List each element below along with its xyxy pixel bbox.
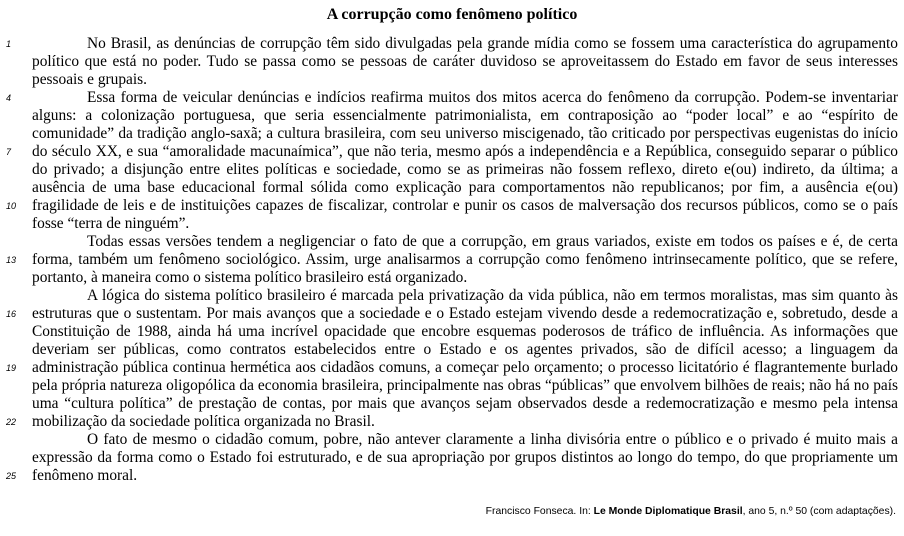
paragraph-2: Essa forma de veicular denúncias e indícios reafirma muitos dos mitos acerca do fenômeno da corrupção. Podem-se inventariar alguns: a colonização portuguesa, que seria essencialmente patrimonialista, em contraposição ao “poder local” e ao “espírito de comunidade” da tradição anglo-saxã; a cultura brasileira, com seu universo miscigenado, tão criticado por perspectivas eugenistas do início do século XX, e sua “amoralidade macunaímica”, que não teria, mesmo após a independência e a República, conseguido separar o público do privado; a disjunção entre elites políticas e sociedade, como se as primeiras não fossem reflexo, direto e(ou) indireto, da última; a ausência de uma base educacional formal sólida como explicação para comportamentos não republicanos; por fim, a ausência e(ou) fragilidade de leis e de instituições capazes de fiscalizar, controlar e punir os casos de malversação dos recursos públicos, como se o país fosse “terra de ninguém”. — [32, 89, 898, 232]
line-number: 19 — [6, 363, 17, 373]
paragraph-5: O fato de mesmo o cidadão comum, pobre, não antever claramente a linha divisória entre o público e o privado é muito mais a expressão da forma como o Estado foi estruturado, e de sua apropriação por grupos distintos ao longo do tempo, do que propriamente um fenômeno moral. — [32, 431, 898, 484]
line-number: 25 — [6, 471, 17, 481]
source-suffix: , ano 5, n.º 50 (com adaptações). — [742, 506, 896, 517]
paragraph-1: No Brasil, as denúncias de corrupção têm sido divulgadas pela grande mídia como se fossem uma característica do agrupamento político que está no poder. Tudo se passa como se pessoas de caráter duvidoso se aproveitassem do Estado em favor de seus interesses pessoais e grupais. — [32, 35, 898, 88]
paragraph-3: Todas essas versões tendem a negligenciar o fato de que a corrupção, em graus variados, existe em todos os países e é, de certa forma, também um fenômeno sociológico. Assim, urge analisarmos a corrupção como fenômeno intrinsecamente político, que se refere, portanto, à maneira como o sistema político brasileiro está organizado. — [32, 233, 898, 286]
line-number: 16 — [6, 309, 17, 319]
article-body — [32, 35, 898, 485]
line-number: 1 — [6, 39, 12, 49]
line-number: 10 — [6, 201, 17, 211]
line-number: 7 — [6, 147, 12, 157]
article-title: A corrupção como fenômeno político — [326, 6, 578, 23]
line-number: 13 — [6, 255, 17, 265]
line-number: 4 — [6, 93, 12, 103]
source-publication: Le Monde Diplomatique Brasil — [593, 506, 743, 517]
source-prefix: Francisco Fonseca. In: — [485, 506, 594, 517]
source-citation — [486, 506, 896, 517]
line-number: 22 — [6, 417, 17, 427]
paragraph-4: A lógica do sistema político brasileiro é marcada pela privatização da vida pública, não em termos moralistas, mas sim quanto às estruturas que o sustentam. Por mais avanços que a sociedade e o Estado estejam vivendo desde a redemocratização e, sobretudo, desde a Constituição de 1988, ainda há uma incrível opacidade que encobre esquemas poderosos de tráfico de influência. As informações que deveriam ser públicas, como contratos estabelecidos entre o Estado e os agentes privados, são de difícil acesso; a linguagem da administração pública continua hermética aos cidadãos comuns, a começar pelo orçamento; o processo licitatório é flagrantemente burlado pela própria natureza oligopólica da economia brasileira, principalmente nas obras “públicas” que envolvem bilhões de reais; não há no país uma “cultura política” de prestação de contas, por mais que avanços sejam observados desde a redemocratização e mesmo pela intensa mobilização da sociedade política organizada no Brasil. — [32, 287, 898, 430]
